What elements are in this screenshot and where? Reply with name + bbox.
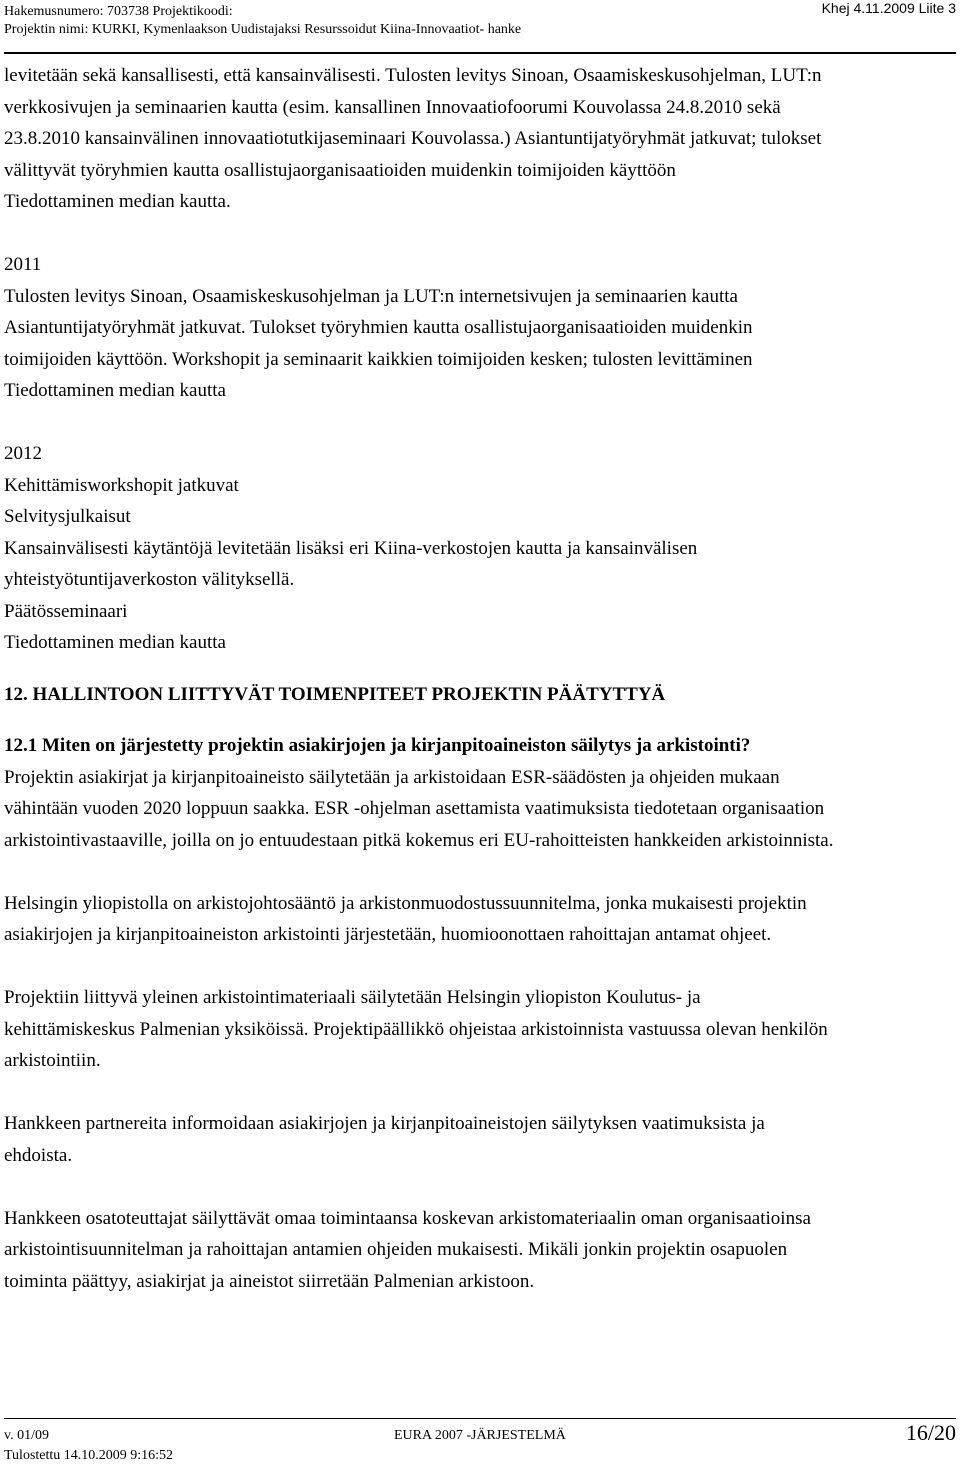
text-line: Tiedottaminen median kautta: [4, 632, 226, 653]
section-subheading: 12.1 Miten on järjestetty projektin asiakirjojen ja kirjanpitoaineiston säilytys ja arkistointi?: [4, 735, 751, 756]
text-line: Tiedottaminen median kautta: [4, 380, 226, 401]
text-line: arkistointivastaaville, joilla on jo entuudestaan pitkä kokemus eri EU-rahoitteisten hankkeiden arkistoinnista.: [4, 829, 834, 851]
text-line: yhteistyötuntijaverkoston välityksellä.: [4, 569, 295, 590]
print-timestamp: Tulostettu 14.10.2009 9:16:52: [4, 1448, 174, 1463]
form-version: v. 01/09: [4, 1428, 49, 1443]
text-line: Projektiin liittyvä yleinen arkistointimateriaali säilytetään Helsingin yliopiston Koulutus- ja: [4, 987, 701, 1008]
page-footer: [4, 1418, 956, 1466]
archiving-paragraph: [4, 982, 956, 1077]
text-line: Hankkeen partnereita informoidaan asiakirjojen ja kirjanpitoaineistojen säilytyksen vaatimuksista ja: [4, 1113, 765, 1134]
text-line: Hankkeen osatoteuttajat säilyttävät omaa toimintaansa koskevan arkistomateriaalin oman organisaatioinsa: [4, 1207, 811, 1229]
text-line: toiminta päättyy, asiakirjat ja aineistot siirretään Palmenian arkistoon.: [4, 1270, 535, 1292]
year-2012-section: [4, 438, 956, 659]
text-line: Helsingin yliopistolla on arkistojohtosääntö ja arkistonmuodostussuunnitelma, jonka mukaisesti projektin: [4, 892, 807, 914]
system-name: EURA 2007 -JÄRJESTELMÄ: [394, 1428, 566, 1443]
archiving-paragraph: [4, 1203, 956, 1298]
text-line: Kansainvälisesti käytäntöjä levitetään lisäksi eri Kiina-verkostojen kautta ja kansainvälisen: [4, 537, 698, 559]
text-line: Kehittämisworkshopit jatkuvat: [4, 474, 239, 496]
text-line: 23.8.2010 kansainvälinen innovaatiotutkijaseminaari Kouvolassa.) Asiantuntijatyöryhmät jatkuvat; tulokset: [4, 128, 822, 149]
text-line: Päätösseminaari: [4, 600, 128, 622]
project-name: Projektin nimi: KURKI, Kymenlaakson Uudistajaksi Resurssoidut Kiina-Innovaatiot- hanke: [4, 22, 522, 37]
year-2011-section: [4, 249, 956, 407]
text-line: kehittämiskeskus Palmenian yksiköissä. Projektipäällikkö ohjeistaa arkistoinnista vastuussa olevan henkilön: [4, 1018, 828, 1040]
document-body: [4, 60, 956, 1297]
text-line: toimijoiden käyttöön. Workshopit ja seminaarit kaikkien toimijoiden kesken; tulosten levittäminen: [4, 348, 753, 370]
text-line: asiakirjojen ja kirjanpitoaineiston arkistointi järjestetään, huomioonottaen rahoittajan antamat ohjeet.: [4, 924, 772, 945]
application-number: Hakemusnumero: 703738 Projektikoodi:: [4, 4, 233, 19]
text-line: verkkosivujen ja seminaarien kautta (esim. kansallinen Innovaatiofoorumi Kouvolassa 24.8.2010 sekä: [4, 96, 781, 118]
text-line: ehdoista.: [4, 1144, 73, 1166]
text-line: Selvitysjulkaisut: [4, 506, 131, 527]
text-line: Projektin asiakirjat ja kirjanpitoaineisto säilytetään ja arkistoidaan ESR-säädösten ja ohjeiden mukaan: [4, 766, 780, 788]
page-header: [4, 0, 956, 56]
archiving-paragraph: [4, 1108, 956, 1171]
section-heading: 12. HALLINTOON LIITTYVÄT TOIMENPITEET PROJEKTIN PÄÄTYTTYÄ: [4, 683, 666, 705]
text-line: arkistointisuunnitelman ja rahoittajan antamien ohjeiden mukaisesti. Mikäli jonkin projektin osapuolen: [4, 1239, 788, 1260]
year-label: 2012: [4, 443, 42, 464]
text-line: Tulosten levitys Sinoan, Osaamiskeskusohjelman ja LUT:n internetsivujen ja seminaarien kautta: [4, 285, 738, 307]
text-line: vähintään vuoden 2020 loppuun saakka. ESR -ohjelman asettamista vaatimuksista tiedotetaan organisaation: [4, 798, 825, 819]
text-line: välittyvät työryhmien kautta osallistujaorganisaatioiden muidenkin toimijoiden käyttöön: [4, 159, 676, 181]
archiving-paragraph: [4, 762, 956, 857]
year-label: 2011: [4, 254, 42, 275]
text-line: arkistointiin.: [4, 1050, 101, 1071]
intro-paragraph: [4, 60, 956, 218]
document-date: Khej 4.11.2009 Liite 3: [821, 0, 956, 16]
text-line: Asiantuntijatyöryhmät jatkuvat. Tulokset työryhmien kautta osallistujaorganisaatioiden muidenkin: [4, 317, 753, 338]
footer-divider: [4, 1418, 956, 1419]
header-divider: [4, 52, 956, 54]
text-line: levitetään sekä kansallisesti, että kansainvälisesti. Tulosten levitys Sinoan, Osaamiskeskusohjelman, LUT:n: [4, 65, 822, 86]
archiving-paragraph: [4, 888, 956, 951]
page-number: 16/20: [905, 1420, 956, 1445]
text-line: Tiedottaminen median kautta.: [4, 191, 231, 212]
